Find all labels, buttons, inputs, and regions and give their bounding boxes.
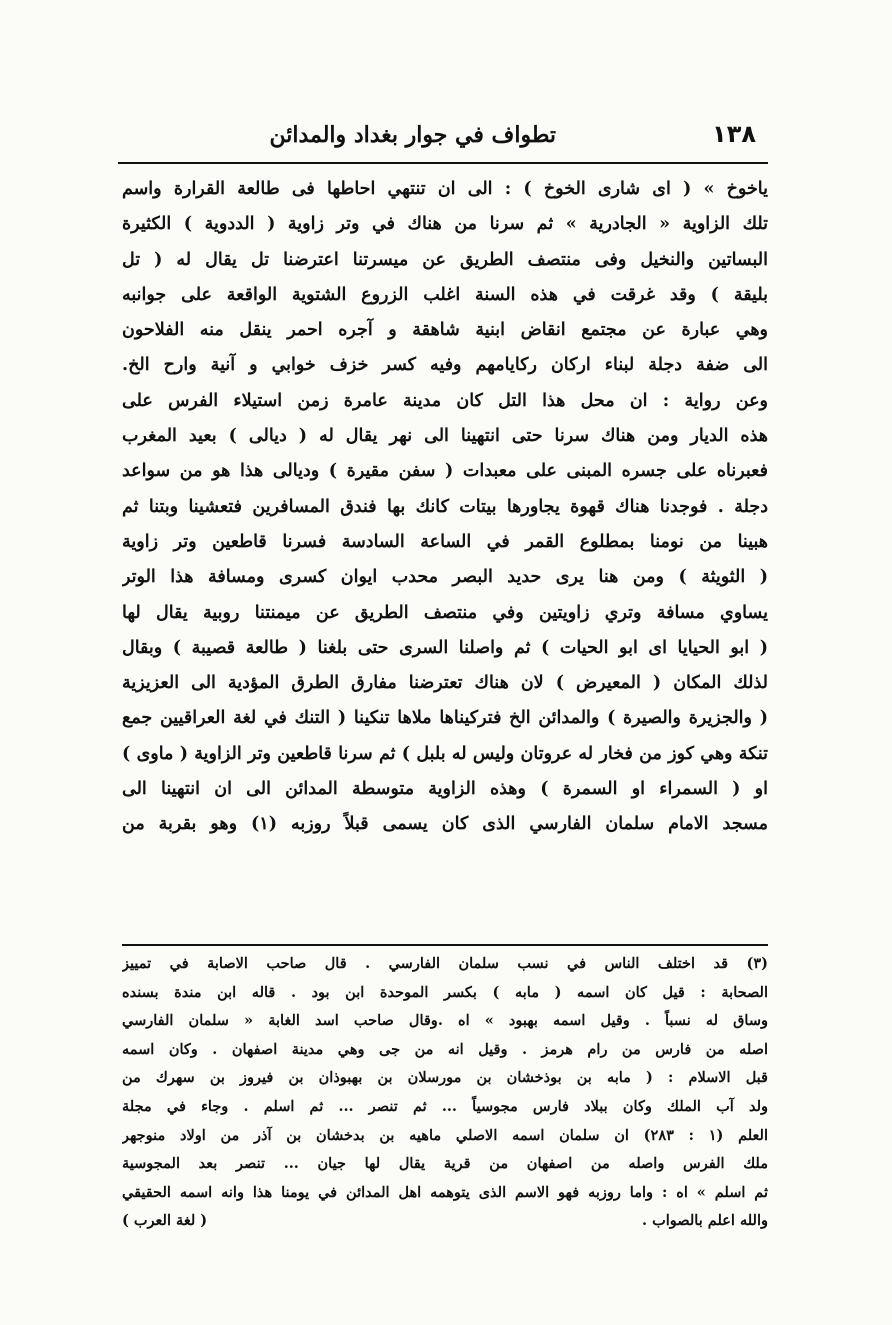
text-line: ( ابو الحيايا اى ابو الحيات ) ثم واصلنا السرى حتى بلغنا ( طالعة قصيبة ) وبقال	[122, 637, 768, 658]
footnote-rule	[122, 944, 768, 946]
text-line: البساتين والنخيل وفى منتصف الطريق عن ميسرتنا اعترضنا تل يقال له ( تل	[122, 249, 768, 270]
header-rule	[118, 162, 768, 164]
text-line: وعن رواية : ان محل هذا التل كان مدينة عامرة زمن استيلاء الفرس على	[122, 390, 768, 411]
footnote-line: ملك الفرس واصله من اصفهان من قرية يقال لها جيان ... تنصر بعد المجوسية	[122, 1155, 768, 1173]
text-line: هبينا من نومنا بمطلوع القمر في الساعة السادسة فسرنا قاطعين وتر زاوية	[122, 531, 768, 552]
text-line: تلك الزاوية « الجادرية » ثم سرنا من هناك في وتر زاوية ( الددوية ) الكثيرة	[122, 214, 768, 235]
text-line: هذه الديار ومن هناك سرنا حتى انتهينا الى نهر يقال له ( ديالى ) بعيد المغرب	[122, 426, 768, 447]
footnote-line: الصحابة : قيل كان اسمه ( مابه ) بكسر الموحدة ابن بود . قاله ابن مندة بسنده	[122, 983, 768, 1001]
footnote-final-line	[122, 1207, 768, 1236]
text-line: مسجد الامام سلمان الفارسي الذى كان يسمى قبلاً روزبه (١) وهو بقربة من	[122, 814, 768, 835]
footnote-line: قبل الاسلام : ( مابه بن بوذخشان بن مورسلان بن بهبوذان بن فيروز بن سهرك من	[122, 1069, 768, 1087]
text-line: يساوي مسافة وتري زاويتين وفي منتصف الطريق عن ميمنتنا روبية يقال لها	[122, 602, 768, 623]
footnote-line: ثم اسلم » اه : واما روزبه فهو الاسم الذى يتوهمه اهل المدائن في يومنا هذا وانه اسمه الحقيقي	[122, 1183, 768, 1201]
footnote-line: العلم (١ : ٢٨٣) ان سلمان اسمه الاصلي ماهيه بن بدخشان بن آذر من اولاد منوجهر	[122, 1126, 768, 1144]
text-line: بليقة ) وقد غرقت في هذه السنة اغلب الزروع الشتوية الواقعة على جوانبه	[122, 284, 768, 305]
footnote-closing-text: والله اعلم بالصواب .	[642, 1212, 768, 1230]
footnote-line: وساق له نسباً . وقيل اسمه بهبود » اه .وقال صاحب اسد الغابة « سلمان الفارسي	[122, 1012, 768, 1030]
running-title: تطواف في جوار بغداد والمدائن	[269, 122, 556, 148]
text-line: ياخوخ » ( اى شارى الخوخ ) : الى ان تنتهي احاطها فى طالعة القرارة واسم	[122, 179, 768, 199]
page-header	[118, 118, 766, 160]
footnote-line: اصله من فارس من رام هرمز . وقيل انه من جى وهي مدينة اصفهان . وكان اسمه	[122, 1040, 768, 1058]
main-text	[122, 172, 768, 843]
page-number: ١٣٨	[712, 120, 756, 148]
text-line: وهي عبارة عن مجتمع انقاض ابنية شاهقة و آجره احمر ينقل منه الفلاحون	[122, 320, 768, 341]
text-line: دجلة . فوجدنا هناك قهوة يجاورها بيتات كانك بها فندق المسافرين فتعشينا وبتنا ثم	[122, 496, 768, 517]
text-line: الى ضفة دجلة لبناء اركان ركايامهم وفيه كسر خزف خوابي و آنية وارح الخ.	[122, 355, 768, 376]
footnotes	[122, 950, 768, 1236]
text-line: ( والجزيرة والصيرة ) والمدائن الخ فتركيناها ملاها تنكينا ( التنك في لغة العراقيين جمع	[122, 708, 768, 729]
text-line: او ( السمراء او السمرة ) وهذه الزاوية متوسطة المدائن الى ان انتهينا الى	[122, 779, 768, 800]
footnote-source: ( لغة العرب )	[122, 1212, 208, 1230]
footnote-line: (٣) قد اختلف الناس في نسب سلمان الفارسي . قال صاحب الاصابة في تمييز	[122, 955, 768, 972]
text-line: لذلك المكان ( المعيرض ) لان هناك تعترضنا مفارق الطرق المؤدية الى العزيزية	[122, 673, 768, 694]
text-line: فعبرناه على جسره المبنى على معبدات ( سفن مقيرة ) وديالى هذا هو من سواعد	[122, 461, 768, 482]
footnote-line: ولد آب الملك وكان ببلاد فارس مجوسياً ... ثم تنصر ... ثم اسلم . وجاء في مجلة	[122, 1097, 768, 1115]
text-line: تنكة وهي كوز من فخار له عروتان وليس له بلبل ) ثم سرنا قاطعين وتر الزاوية ( ماوى )	[122, 743, 768, 764]
text-line: ( الثويثة ) ومن هنا يرى حديد البصر محدب ايوان كسرى ومسافة هذا الوتر	[122, 567, 768, 588]
